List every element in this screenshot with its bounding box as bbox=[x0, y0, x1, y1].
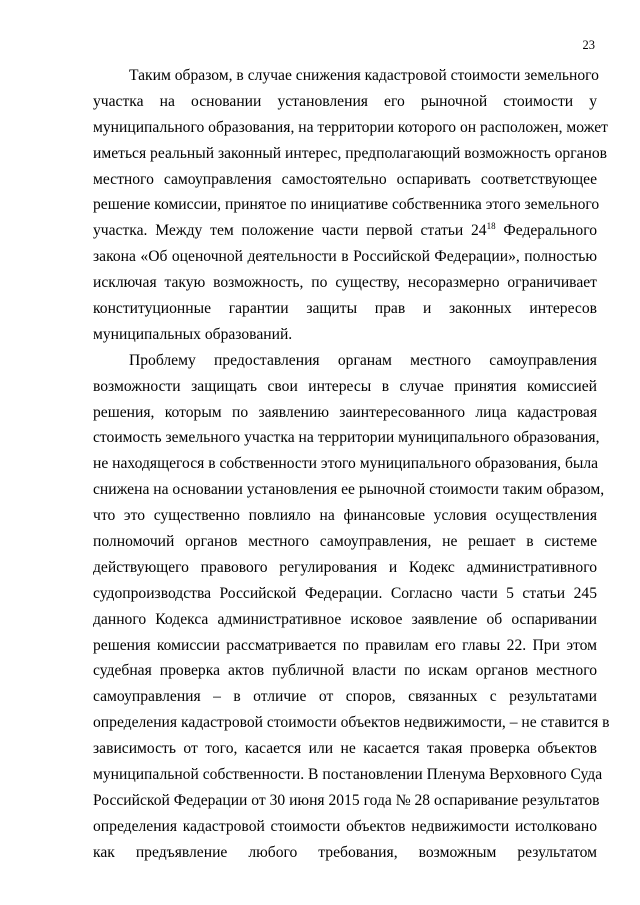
text-line: конституционные гарантии защиты прав и законных интересов bbox=[93, 300, 597, 318]
text-line: судебная проверка актов публичной власти по искам органов местного bbox=[93, 662, 597, 680]
text-line: что это существенно повлияло на финансовые условия осуществления bbox=[93, 507, 597, 525]
paragraph-1 bbox=[93, 63, 608, 348]
text-line: местного самоуправления самостоятельно оспаривать соответствующее bbox=[93, 170, 597, 188]
text-line: муниципальной собственности. В постановлении Пленума Верховного Суда bbox=[93, 766, 603, 784]
text-line: участка на основании установления его рыночной стоимости у bbox=[93, 92, 597, 110]
text-line: муниципальных образований. bbox=[93, 325, 293, 343]
text-fragment: Федерального bbox=[495, 222, 597, 240]
text-line: решения, которым по заявлению заинтересованного лица кадастровая bbox=[93, 403, 597, 421]
text-line: муниципального образования, на территории которого он расположен, может bbox=[93, 118, 608, 136]
text-line: Проблему предоставления органам местного самоуправления bbox=[129, 351, 597, 369]
text-line: Российской Федерации от 30 июня 2015 года № 28 оспаривание результатов bbox=[93, 791, 600, 809]
text-line: судопроизводства Российской Федерации. Согласно части 5 статьи 245 bbox=[93, 584, 597, 602]
text-line: решение комиссии, принятое по инициативе собственника этого земельного bbox=[93, 196, 600, 214]
text-line: определения кадастровой стоимости объектов недвижимости истолковано bbox=[93, 817, 597, 835]
text-line: как предъявление любого требования, возможным результатом bbox=[93, 843, 597, 861]
page-number: 23 bbox=[582, 38, 595, 52]
text-line-with-footnote bbox=[93, 218, 597, 244]
text-line: самоуправления – в отличие от споров, связанных с результатами bbox=[93, 688, 597, 706]
text-line: Таким образом, в случае снижения кадастровой стоимости земельного bbox=[129, 67, 599, 84]
text-line: решения комиссии рассматривается по правилам его главы 22. При этом bbox=[93, 636, 597, 654]
text-line: полномочий органов местного самоуправления, не решает в системе bbox=[93, 533, 597, 551]
text-line: определения кадастровой стоимости объектов недвижимости, – не ставится в bbox=[93, 714, 610, 732]
text-line: иметься реальный законный интерес, предполагающий возможность органов bbox=[93, 144, 608, 162]
text-line: не находящегося в собственности этого муниципального образования, была bbox=[93, 455, 599, 473]
text-line: стоимость земельного участка на территории муниципального образования, bbox=[93, 429, 600, 447]
text-line: исключая такую возможность, по существу, несоразмерно ограничивает bbox=[93, 274, 597, 292]
text-line: снижена на основании установления ее рыночной стоимости таким образом, bbox=[93, 481, 605, 499]
text-line: зависимость от того, касается или не касается такая проверка объектов bbox=[93, 740, 597, 758]
text-line: возможности защищать свои интересы в случае принятия комиссией bbox=[93, 377, 597, 395]
text-fragment: участка. Между тем положение части первой статьи 24 bbox=[93, 222, 487, 240]
text-line: данного Кодекса административное исковое заявление об оспаривании bbox=[93, 610, 597, 628]
document-body bbox=[93, 63, 610, 866]
footnote-reference: 18 bbox=[486, 221, 496, 232]
text-line: действующего правового регулирования и Кодекс административного bbox=[93, 558, 597, 576]
text-line: закона «Об оценочной деятельности в Российской Федерации», полностью bbox=[93, 248, 597, 266]
paragraph-2 bbox=[93, 348, 610, 866]
